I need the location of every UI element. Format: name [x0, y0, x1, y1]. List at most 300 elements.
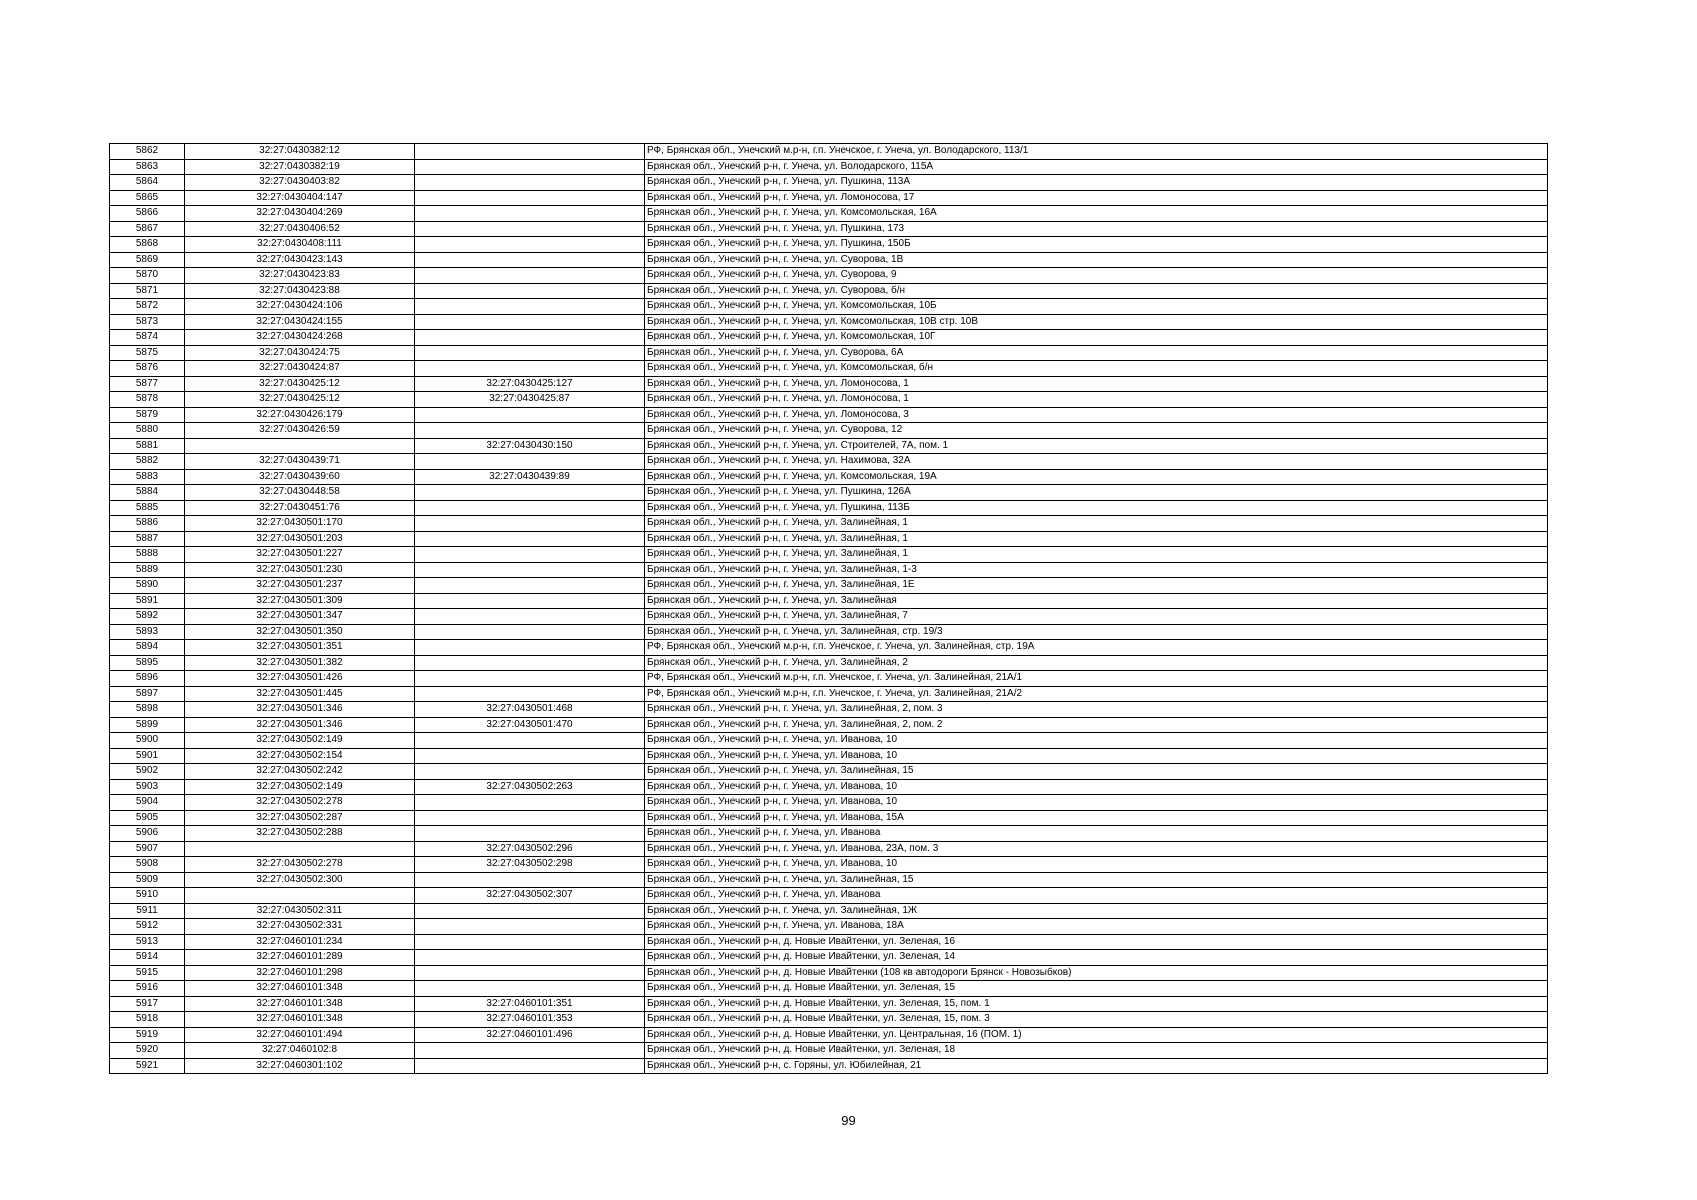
cadastral-number-cell: 32:27:0430424:75: [185, 345, 415, 361]
row-number-cell: 5882: [110, 454, 185, 470]
row-number-cell: 5917: [110, 996, 185, 1012]
premises-cadastral-number-cell: [415, 640, 645, 656]
address-cell: Брянская обл., Унечский р-н, г. Унеча, ул. Пушкина, 126А: [645, 485, 1548, 501]
table-row: [110, 795, 1548, 811]
address-cell: Брянская обл., Унечский р-н, г. Унеча, ул. Залинейная, 2, пом. 2: [645, 717, 1548, 733]
cadastral-number-cell: 32:27:0430426:59: [185, 423, 415, 439]
table-row: [110, 733, 1548, 749]
cadastral-number-cell: 32:27:0460101:234: [185, 934, 415, 950]
table-row: [110, 764, 1548, 780]
cadastral-number-cell: 32:27:0430403:82: [185, 175, 415, 191]
row-number-cell: 5869: [110, 252, 185, 268]
cadastral-number-cell: 32:27:0430501:227: [185, 547, 415, 563]
address-cell: Брянская обл., Унечский р-н, г. Унеча, ул. Суворова, 9: [645, 268, 1548, 284]
address-cell: Брянская обл., Унечский р-н, г. Унеча, ул. Залинейная, 1Е: [645, 578, 1548, 594]
cadastral-number-cell: 32:27:0430501:350: [185, 624, 415, 640]
premises-cadastral-number-cell: [415, 190, 645, 206]
address-cell: Брянская обл., Унечский р-н, г. Унеча, ул. Залинейная, 2, пом. 3: [645, 702, 1548, 718]
address-cell: Брянская обл., Унечский р-н, г. Унеча, ул. Залинейная, стр. 19/3: [645, 624, 1548, 640]
row-number-cell: 5892: [110, 609, 185, 625]
row-number-cell: 5862: [110, 144, 185, 160]
premises-cadastral-number-cell: 32:27:0430502:296: [415, 841, 645, 857]
address-cell: Брянская обл., Унечский р-н, г. Унеча, ул. Иванова, 10: [645, 779, 1548, 795]
cadastral-number-cell: 32:27:0430501:382: [185, 655, 415, 671]
premises-cadastral-number-cell: [415, 144, 645, 160]
cadastral-number-cell: 32:27:0430502:242: [185, 764, 415, 780]
table-row: [110, 221, 1548, 237]
table-row: [110, 965, 1548, 981]
table-row: [110, 345, 1548, 361]
premises-cadastral-number-cell: [415, 578, 645, 594]
table-row: [110, 531, 1548, 547]
row-number-cell: 5870: [110, 268, 185, 284]
address-cell: Брянская обл., Унечский р-н, д. Новые Ивайтенки, ул. Зеленая, 16: [645, 934, 1548, 950]
address-cell: Брянская обл., Унечский р-н, г. Унеча, ул. Ломоносова, 3: [645, 407, 1548, 423]
premises-cadastral-number-cell: [415, 609, 645, 625]
table-row: [110, 1058, 1548, 1074]
row-number-cell: 5916: [110, 981, 185, 997]
table-row: [110, 159, 1548, 175]
table-row: [110, 454, 1548, 470]
row-number-cell: 5914: [110, 950, 185, 966]
premises-cadastral-number-cell: [415, 407, 645, 423]
premises-cadastral-number-cell: [415, 283, 645, 299]
table-row: [110, 423, 1548, 439]
table-row: [110, 671, 1548, 687]
premises-cadastral-number-cell: [415, 423, 645, 439]
cadastral-number-cell: 32:27:0430382:19: [185, 159, 415, 175]
premises-cadastral-number-cell: [415, 919, 645, 935]
table-row: [110, 934, 1548, 950]
row-number-cell: 5908: [110, 857, 185, 873]
premises-cadastral-number-cell: 32:27:0430501:468: [415, 702, 645, 718]
address-cell: Брянская обл., Унечский р-н, г. Унеча, ул. Комсомольская, б/н: [645, 361, 1548, 377]
premises-cadastral-number-cell: [415, 686, 645, 702]
address-cell: Брянская обл., Унечский р-н, г. Унеча, ул. Комсомольская, 10Б: [645, 299, 1548, 315]
table-row: [110, 919, 1548, 935]
cadastral-number-cell: 32:27:0430425:12: [185, 392, 415, 408]
premises-cadastral-number-cell: [415, 252, 645, 268]
cadastral-number-cell: 32:27:0460101:348: [185, 981, 415, 997]
cadastral-number-cell: 32:27:0430406:52: [185, 221, 415, 237]
premises-cadastral-number-cell: 32:27:0430425:87: [415, 392, 645, 408]
cadastral-number-cell: 32:27:0430448:58: [185, 485, 415, 501]
premises-cadastral-number-cell: [415, 562, 645, 578]
table-row: [110, 407, 1548, 423]
row-number-cell: 5865: [110, 190, 185, 206]
row-number-cell: 5898: [110, 702, 185, 718]
row-number-cell: 5913: [110, 934, 185, 950]
row-number-cell: 5886: [110, 516, 185, 532]
table-row: [110, 779, 1548, 795]
registry-table: [109, 143, 1548, 1074]
row-number-cell: 5875: [110, 345, 185, 361]
table-row: [110, 438, 1548, 454]
row-number-cell: 5876: [110, 361, 185, 377]
table-row: [110, 624, 1548, 640]
registry-table-body: [110, 144, 1548, 1074]
table-row: [110, 981, 1548, 997]
premises-cadastral-number-cell: 32:27:0460101:496: [415, 1027, 645, 1043]
table-row: [110, 268, 1548, 284]
address-cell: Брянская обл., Унечский р-н, г. Унеча, ул. Суворова, 1В: [645, 252, 1548, 268]
table-row: [110, 1027, 1548, 1043]
premises-cadastral-number-cell: [415, 237, 645, 253]
cadastral-number-cell: 32:27:0430425:12: [185, 376, 415, 392]
premises-cadastral-number-cell: [415, 764, 645, 780]
address-cell: РФ, Брянская обл., Унечский м.р-н, г.п. Унечское, г. Унеча, ул. Залинейная, 21А/1: [645, 671, 1548, 687]
premises-cadastral-number-cell: [415, 345, 645, 361]
premises-cadastral-number-cell: [415, 330, 645, 346]
row-number-cell: 5921: [110, 1058, 185, 1074]
cadastral-number-cell: 32:27:0460101:494: [185, 1027, 415, 1043]
row-number-cell: 5920: [110, 1043, 185, 1059]
row-number-cell: 5863: [110, 159, 185, 175]
cadastral-number-cell: 32:27:0430501:309: [185, 593, 415, 609]
premises-cadastral-number-cell: 32:27:0460101:351: [415, 996, 645, 1012]
cadastral-number-cell: 32:27:0430502:311: [185, 903, 415, 919]
cadastral-number-cell: 32:27:0430502:288: [185, 826, 415, 842]
address-cell: Брянская обл., Унечский р-н, г. Унеча, ул. Ломоносова, 1: [645, 392, 1548, 408]
table-row: [110, 361, 1548, 377]
table-row: [110, 996, 1548, 1012]
table-row: [110, 206, 1548, 222]
row-number-cell: 5915: [110, 965, 185, 981]
premises-cadastral-number-cell: [415, 314, 645, 330]
address-cell: Брянская обл., Унечский р-н, г. Унеча, ул. Пушкина, 173: [645, 221, 1548, 237]
table-row: [110, 547, 1548, 563]
premises-cadastral-number-cell: [415, 624, 645, 640]
address-cell: Брянская обл., Унечский р-н, г. Унеча, ул. Комсомольская, 16А: [645, 206, 1548, 222]
table-row: [110, 299, 1548, 315]
row-number-cell: 5888: [110, 547, 185, 563]
row-number-cell: 5864: [110, 175, 185, 191]
row-number-cell: 5894: [110, 640, 185, 656]
premises-cadastral-number-cell: 32:27:0430502:307: [415, 888, 645, 904]
premises-cadastral-number-cell: [415, 361, 645, 377]
cadastral-number-cell: 32:27:0430502:154: [185, 748, 415, 764]
table-row: [110, 314, 1548, 330]
premises-cadastral-number-cell: 32:27:0430439:89: [415, 469, 645, 485]
address-cell: Брянская обл., Унечский р-н, г. Унеча, ул. Пушкина, 150Б: [645, 237, 1548, 253]
row-number-cell: 5889: [110, 562, 185, 578]
premises-cadastral-number-cell: [415, 748, 645, 764]
address-cell: Брянская обл., Унечский р-н, г. Унеча, ул. Володарского, 115А: [645, 159, 1548, 175]
row-number-cell: 5880: [110, 423, 185, 439]
address-cell: Брянская обл., Унечский р-н, д. Новые Ивайтенки, ул. Центральная, 16 (ПОМ. 1): [645, 1027, 1548, 1043]
premises-cadastral-number-cell: [415, 950, 645, 966]
row-number-cell: 5884: [110, 485, 185, 501]
address-cell: Брянская обл., Унечский р-н, г. Унеча, ул. Суворова, б/н: [645, 283, 1548, 299]
premises-cadastral-number-cell: [415, 175, 645, 191]
premises-cadastral-number-cell: [415, 500, 645, 516]
address-cell: Брянская обл., Унечский р-н, г. Унеча, ул. Залинейная: [645, 593, 1548, 609]
table-row: [110, 841, 1548, 857]
premises-cadastral-number-cell: [415, 655, 645, 671]
table-row: [110, 175, 1548, 191]
cadastral-number-cell: [185, 438, 415, 454]
cadastral-number-cell: 32:27:0460101:348: [185, 996, 415, 1012]
table-row: [110, 857, 1548, 873]
row-number-cell: 5878: [110, 392, 185, 408]
table-row: [110, 516, 1548, 532]
table-row: [110, 640, 1548, 656]
table-row: [110, 283, 1548, 299]
row-number-cell: 5873: [110, 314, 185, 330]
row-number-cell: 5877: [110, 376, 185, 392]
table-row: [110, 252, 1548, 268]
table-row: [110, 903, 1548, 919]
row-number-cell: 5874: [110, 330, 185, 346]
cadastral-number-cell: 32:27:0430424:155: [185, 314, 415, 330]
table-row: [110, 376, 1548, 392]
row-number-cell: 5893: [110, 624, 185, 640]
premises-cadastral-number-cell: [415, 965, 645, 981]
row-number-cell: 5872: [110, 299, 185, 315]
cadastral-number-cell: 32:27:0430423:88: [185, 283, 415, 299]
address-cell: Брянская обл., Унечский р-н, г. Унеча, ул. Иванова, 15А: [645, 810, 1548, 826]
cadastral-number-cell: 32:27:0460101:289: [185, 950, 415, 966]
address-cell: Брянская обл., Унечский р-н, с. Горяны, ул. Юбилейная, 21: [645, 1058, 1548, 1074]
cadastral-number-cell: 32:27:0430423:143: [185, 252, 415, 268]
address-cell: Брянская обл., Унечский р-н, д. Новые Ивайтенки, ул. Зеленая, 14: [645, 950, 1548, 966]
cadastral-number-cell: 32:27:0430502:300: [185, 872, 415, 888]
cadastral-number-cell: 32:27:0430501:237: [185, 578, 415, 594]
cadastral-number-cell: 32:27:0430439:60: [185, 469, 415, 485]
cadastral-number-cell: 32:27:0430439:71: [185, 454, 415, 470]
premises-cadastral-number-cell: [415, 221, 645, 237]
row-number-cell: 5907: [110, 841, 185, 857]
row-number-cell: 5909: [110, 872, 185, 888]
cadastral-number-cell: 32:27:0460101:348: [185, 1012, 415, 1028]
cadastral-number-cell: 32:27:0430424:268: [185, 330, 415, 346]
premises-cadastral-number-cell: [415, 795, 645, 811]
table-row: [110, 609, 1548, 625]
cadastral-number-cell: [185, 888, 415, 904]
row-number-cell: 5918: [110, 1012, 185, 1028]
row-number-cell: 5903: [110, 779, 185, 795]
table-row: [110, 702, 1548, 718]
cadastral-number-cell: 32:27:0430501:170: [185, 516, 415, 532]
address-cell: Брянская обл., Унечский р-н, г. Унеча, ул. Строителей, 7А, пом. 1: [645, 438, 1548, 454]
premises-cadastral-number-cell: 32:27:0430501:470: [415, 717, 645, 733]
premises-cadastral-number-cell: [415, 1058, 645, 1074]
address-cell: Брянская обл., Унечский р-н, г. Унеча, ул. Залинейная, 1Ж: [645, 903, 1548, 919]
address-cell: РФ, Брянская обл., Унечский м.р-н, г.п. Унечское, г. Унеча, ул. Залинейная, стр. 19А: [645, 640, 1548, 656]
cadastral-number-cell: 32:27:0430502:287: [185, 810, 415, 826]
table-row: [110, 485, 1548, 501]
cadastral-number-cell: 32:27:0460301:102: [185, 1058, 415, 1074]
address-cell: Брянская обл., Унечский р-н, г. Унеча, ул. Залинейная, 1: [645, 516, 1548, 532]
premises-cadastral-number-cell: [415, 299, 645, 315]
premises-cadastral-number-cell: 32:27:0430502:298: [415, 857, 645, 873]
row-number-cell: 5891: [110, 593, 185, 609]
premises-cadastral-number-cell: 32:27:0430425:127: [415, 376, 645, 392]
cadastral-number-cell: 32:27:0430501:426: [185, 671, 415, 687]
address-cell: Брянская обл., Унечский р-н, г. Унеча, ул. Залинейная, 15: [645, 764, 1548, 780]
address-cell: Брянская обл., Унечский р-н, г. Унеча, ул. Иванова, 10: [645, 748, 1548, 764]
premises-cadastral-number-cell: [415, 810, 645, 826]
table-row: [110, 826, 1548, 842]
premises-cadastral-number-cell: [415, 593, 645, 609]
row-number-cell: 5902: [110, 764, 185, 780]
premises-cadastral-number-cell: [415, 547, 645, 563]
premises-cadastral-number-cell: [415, 1043, 645, 1059]
cadastral-number-cell: 32:27:0430451:76: [185, 500, 415, 516]
row-number-cell: 5867: [110, 221, 185, 237]
table-row: [110, 717, 1548, 733]
table-row: [110, 686, 1548, 702]
cadastral-number-cell: 32:27:0430501:346: [185, 717, 415, 733]
address-cell: Брянская обл., Унечский р-н, г. Унеча, ул. Залинейная, 1: [645, 531, 1548, 547]
address-cell: Брянская обл., Унечский р-н, д. Новые Ивайтенки, ул. Зеленая, 15, пом. 3: [645, 1012, 1548, 1028]
premises-cadastral-number-cell: [415, 159, 645, 175]
address-cell: РФ, Брянская обл., Унечский м.р-н, г.п. Унечское, г. Унеча, ул. Володарского, 113/1: [645, 144, 1548, 160]
address-cell: Брянская обл., Унечский р-н, д. Новые Ивайтенки, ул. Зеленая, 15, пом. 1: [645, 996, 1548, 1012]
premises-cadastral-number-cell: [415, 934, 645, 950]
cadastral-number-cell: 32:27:0430404:269: [185, 206, 415, 222]
address-cell: Брянская обл., Унечский р-н, г. Унеча, ул. Залинейная, 1: [645, 547, 1548, 563]
table-row: [110, 950, 1548, 966]
row-number-cell: 5897: [110, 686, 185, 702]
row-number-cell: 5871: [110, 283, 185, 299]
premises-cadastral-number-cell: [415, 733, 645, 749]
premises-cadastral-number-cell: [415, 531, 645, 547]
row-number-cell: 5868: [110, 237, 185, 253]
address-cell: Брянская обл., Унечский р-н, г. Унеча, ул. Залинейная, 15: [645, 872, 1548, 888]
table-row: [110, 810, 1548, 826]
premises-cadastral-number-cell: 32:27:0430502:263: [415, 779, 645, 795]
row-number-cell: 5912: [110, 919, 185, 935]
row-number-cell: 5901: [110, 748, 185, 764]
address-cell: Брянская обл., Унечский р-н, д. Новые Ивайтенки, ул. Зеленая, 18: [645, 1043, 1548, 1059]
row-number-cell: 5885: [110, 500, 185, 516]
row-number-cell: 5883: [110, 469, 185, 485]
cadastral-number-cell: 32:27:0430382:12: [185, 144, 415, 160]
premises-cadastral-number-cell: [415, 671, 645, 687]
row-number-cell: 5906: [110, 826, 185, 842]
premises-cadastral-number-cell: [415, 872, 645, 888]
table-row: [110, 562, 1548, 578]
address-cell: Брянская обл., Унечский р-н, г. Унеча, ул. Залинейная, 1-3: [645, 562, 1548, 578]
premises-cadastral-number-cell: [415, 206, 645, 222]
table-row: [110, 578, 1548, 594]
address-cell: РФ, Брянская обл., Унечский м.р-н, г.п. Унечское, г. Унеча, ул. Залинейная, 21А/2: [645, 686, 1548, 702]
premises-cadastral-number-cell: [415, 981, 645, 997]
premises-cadastral-number-cell: [415, 485, 645, 501]
address-cell: Брянская обл., Унечский р-н, г. Унеча, ул. Пушкина, 113А: [645, 175, 1548, 191]
address-cell: Брянская обл., Унечский р-н, г. Унеча, ул. Залинейная, 2: [645, 655, 1548, 671]
row-number-cell: 5905: [110, 810, 185, 826]
address-cell: Брянская обл., Унечский р-н, г. Унеча, ул. Ломоносова, 17: [645, 190, 1548, 206]
address-cell: Брянская обл., Унечский р-н, д. Новые Ивайтенки, ул. Зеленая, 15: [645, 981, 1548, 997]
table-row: [110, 1043, 1548, 1059]
cadastral-number-cell: 32:27:0430501:445: [185, 686, 415, 702]
address-cell: Брянская обл., Унечский р-н, г. Унеча, ул. Иванова, 10: [645, 795, 1548, 811]
cadastral-number-cell: [185, 841, 415, 857]
cadastral-number-cell: 32:27:0460101:298: [185, 965, 415, 981]
cadastral-number-cell: 32:27:0430501:351: [185, 640, 415, 656]
address-cell: Брянская обл., Унечский р-н, г. Унеча, ул. Пушкина, 113Б: [645, 500, 1548, 516]
address-cell: Брянская обл., Унечский р-н, г. Унеча, ул. Иванова, 10: [645, 733, 1548, 749]
table-row: [110, 748, 1548, 764]
premises-cadastral-number-cell: [415, 516, 645, 532]
table-row: [110, 1012, 1548, 1028]
row-number-cell: 5879: [110, 407, 185, 423]
cadastral-number-cell: 32:27:0430502:278: [185, 857, 415, 873]
row-number-cell: 5881: [110, 438, 185, 454]
table-row: [110, 144, 1548, 160]
cadastral-number-cell: 32:27:0430408:111: [185, 237, 415, 253]
address-cell: Брянская обл., Унечский р-н, г. Унеча, ул. Залинейная, 7: [645, 609, 1548, 625]
address-cell: Брянская обл., Унечский р-н, г. Унеча, ул. Суворова, 6А: [645, 345, 1548, 361]
table-row: [110, 392, 1548, 408]
address-cell: Брянская обл., Унечский р-н, г. Унеча, ул. Суворова, 12: [645, 423, 1548, 439]
cadastral-number-cell: 32:27:0430501:230: [185, 562, 415, 578]
cadastral-number-cell: 32:27:0430423:83: [185, 268, 415, 284]
table-row: [110, 888, 1548, 904]
row-number-cell: 5919: [110, 1027, 185, 1043]
address-cell: Брянская обл., Унечский р-н, г. Унеча, ул. Иванова: [645, 826, 1548, 842]
cadastral-number-cell: 32:27:0430502:278: [185, 795, 415, 811]
address-cell: Брянская обл., Унечский р-н, д. Новые Ивайтенки (108 кв автодороги Брянск - Новозыбков): [645, 965, 1548, 981]
row-number-cell: 5899: [110, 717, 185, 733]
table-row: [110, 330, 1548, 346]
address-cell: Брянская обл., Унечский р-н, г. Унеча, ул. Иванова, 18А: [645, 919, 1548, 935]
address-cell: Брянская обл., Унечский р-н, г. Унеча, ул. Нахимова, 32А: [645, 454, 1548, 470]
premises-cadastral-number-cell: 32:27:0430430:150: [415, 438, 645, 454]
address-cell: Брянская обл., Унечский р-н, г. Унеча, ул. Ломоносова, 1: [645, 376, 1548, 392]
page-number: 99: [841, 1113, 856, 1128]
cadastral-number-cell: 32:27:0430501:203: [185, 531, 415, 547]
table-row: [110, 469, 1548, 485]
row-number-cell: 5910: [110, 888, 185, 904]
premises-cadastral-number-cell: [415, 454, 645, 470]
row-number-cell: 5896: [110, 671, 185, 687]
address-cell: Брянская обл., Унечский р-н, г. Унеча, ул. Иванова: [645, 888, 1548, 904]
premises-cadastral-number-cell: [415, 903, 645, 919]
row-number-cell: 5887: [110, 531, 185, 547]
row-number-cell: 5904: [110, 795, 185, 811]
premises-cadastral-number-cell: [415, 826, 645, 842]
table-row: [110, 872, 1548, 888]
address-cell: Брянская обл., Унечский р-н, г. Унеча, ул. Комсомольская, 10В стр. 10В: [645, 314, 1548, 330]
table-row: [110, 237, 1548, 253]
cadastral-number-cell: 32:27:0430502:149: [185, 733, 415, 749]
row-number-cell: 5895: [110, 655, 185, 671]
address-cell: Брянская обл., Унечский р-н, г. Унеча, ул. Комсомольская, 19А: [645, 469, 1548, 485]
row-number-cell: 5890: [110, 578, 185, 594]
row-number-cell: 5911: [110, 903, 185, 919]
cadastral-number-cell: 32:27:0430424:87: [185, 361, 415, 377]
table-row: [110, 655, 1548, 671]
cadastral-number-cell: 32:27:0430424:106: [185, 299, 415, 315]
row-number-cell: 5866: [110, 206, 185, 222]
row-number-cell: 5900: [110, 733, 185, 749]
premises-cadastral-number-cell: 32:27:0460101:353: [415, 1012, 645, 1028]
table-row: [110, 190, 1548, 206]
premises-cadastral-number-cell: [415, 268, 645, 284]
cadastral-number-cell: 32:27:0460102:8: [185, 1043, 415, 1059]
cadastral-number-cell: 32:27:0430501:346: [185, 702, 415, 718]
cadastral-number-cell: 32:27:0430426:179: [185, 407, 415, 423]
address-cell: Брянская обл., Унечский р-н, г. Унеча, ул. Иванова, 23А, пом. 3: [645, 841, 1548, 857]
cadastral-number-cell: 32:27:0430502:331: [185, 919, 415, 935]
address-cell: Брянская обл., Унечский р-н, г. Унеча, ул. Иванова, 10: [645, 857, 1548, 873]
address-cell: Брянская обл., Унечский р-н, г. Унеча, ул. Комсомольская, 10Г: [645, 330, 1548, 346]
table-row: [110, 500, 1548, 516]
table-row: [110, 593, 1548, 609]
